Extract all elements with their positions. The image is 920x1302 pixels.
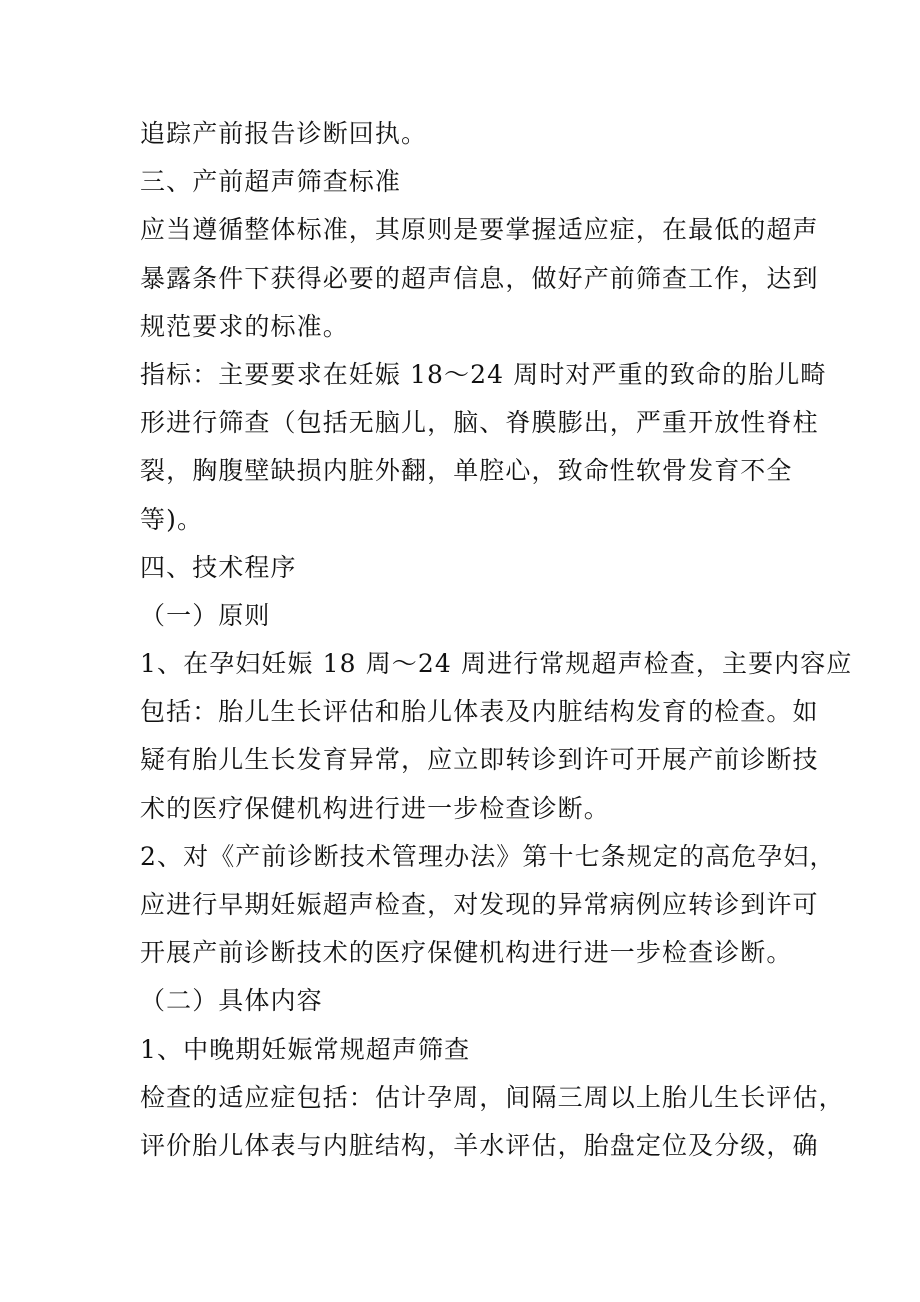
subsection-heading: （一）原则: [140, 600, 271, 630]
text-line: 检查的适应症包括：估计孕周，间隔三周以上胎儿生长评估，: [140, 1082, 845, 1112]
subsection-heading: （二）具体内容: [140, 986, 323, 1016]
text-line: 形进行筛查（包括无脑儿，脑、脊膜膨出，严重开放性脊柱: [140, 408, 819, 438]
section-heading: 四、技术程序: [140, 552, 297, 582]
text-line: 规范要求的标准。: [140, 311, 349, 341]
section-heading: 三、产前超声筛查标准: [140, 167, 402, 197]
text-line: 等)。: [140, 504, 204, 534]
text-line: 开展产前诊断技术的医疗保健机构进行进一步检查诊断。: [140, 938, 793, 968]
text-line: 暴露条件下获得必要的超声信息，做好产前筛查工作，达到: [140, 263, 819, 293]
text-line: 评价胎儿体表与内脏结构，羊水评估，胎盘定位及分级，确: [140, 1130, 819, 1160]
text-line: 裂，胸腹壁缺损内脏外翻，单腔心，致命性软骨发育不全: [140, 456, 793, 486]
text-line: 应进行早期妊娠超声检查，对发现的异常病例应转诊到许可: [140, 890, 819, 919]
text-line: 术的医疗保健机构进行进一步检查诊断。: [140, 793, 610, 823]
text-line: 应当遵循整体标准，其原则是要掌握适应症，在最低的超声: [140, 215, 819, 245]
text-line: 指标：主要要求在妊娠 18～24 周时对严重的致命的胎儿畸: [140, 359, 827, 389]
text-line: 追踪产前报告诊断回执。: [140, 119, 428, 148]
text-line: 1、在孕妇妊娠 18 周～24 周进行常规超声检查，主要内容应: [140, 649, 853, 679]
document-body: [140, 110, 853, 1170]
text-line: 疑有胎儿生长发育异常，应立即转诊到许可开展产前诊断技: [140, 745, 819, 775]
text-line: 2、对《产前诊断技术管理办法》第十七条规定的高危孕妇，: [140, 841, 836, 871]
text-line: 1、中晚期妊娠常规超声筛查: [140, 1034, 471, 1064]
text-line: 包括：胎儿生长评估和胎儿体表及内脏结构发育的检查。如: [140, 697, 819, 727]
